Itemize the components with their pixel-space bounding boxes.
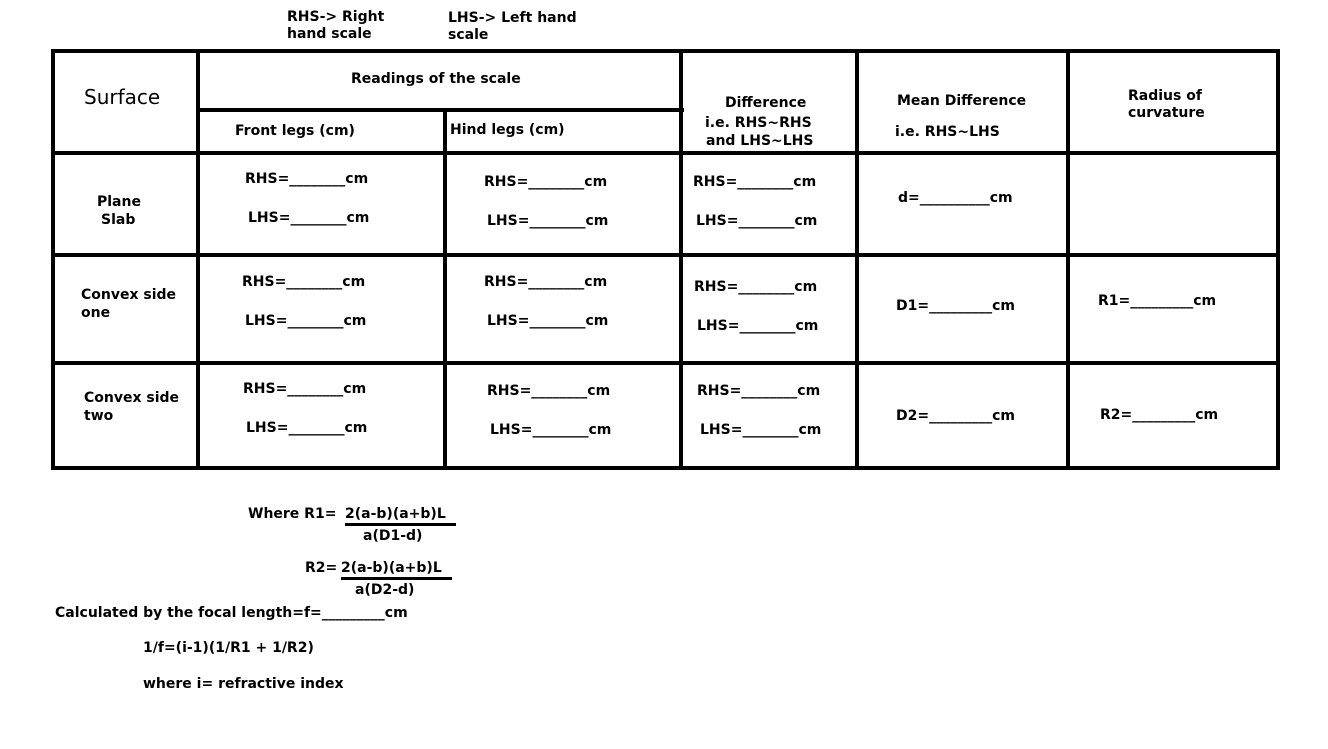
header-radius: Radius of: [1128, 88, 1202, 104]
focal-length-field: Calculated by the focal length=f=_________cm: [55, 605, 408, 621]
header-radius-cont: curvature: [1128, 105, 1205, 121]
row-label: Convex side: [84, 390, 180, 406]
header-difference-lhs: and LHS~LHS: [706, 133, 814, 149]
row-label: Plane: [97, 194, 141, 210]
table-border: [51, 466, 1280, 470]
r1-prefix: Where R1=: [248, 506, 337, 522]
table-border: [1276, 49, 1280, 470]
col-divider: [196, 49, 200, 470]
header-mean-difference: Mean Difference: [897, 93, 1027, 109]
mean-field: D2=_________cm: [896, 408, 1015, 424]
r2-prefix: R2=: [305, 560, 338, 576]
lens-formula: 1/f=(i-1)(1/R1 + 1/R2): [143, 640, 314, 656]
row-divider: [51, 361, 1280, 365]
hind-lhs-field: LHS=________cm: [487, 313, 609, 329]
radius-field: R1=_________cm: [1098, 293, 1217, 309]
diff-rhs-field: RHS=________cm: [694, 279, 818, 295]
hind-rhs-field: RHS=________cm: [484, 274, 608, 290]
diff-rhs-field: RHS=________cm: [693, 174, 817, 190]
col-divider: [1066, 49, 1070, 470]
mean-field: D1=_________cm: [896, 298, 1015, 314]
row-label: Slab: [101, 212, 136, 228]
header-readings: Readings of the scale: [351, 71, 521, 87]
col-divider: [679, 49, 683, 470]
front-rhs-field: RHS=________cm: [242, 274, 366, 290]
r2-denominator: a(D2-d): [355, 582, 415, 598]
header-front-legs: Front legs (cm): [235, 123, 355, 139]
hind-lhs-field: LHS=________cm: [490, 422, 612, 438]
row-label: two: [84, 408, 114, 424]
header-mean-difference-def: i.e. RHS~LHS: [895, 124, 1000, 140]
row-divider: [51, 151, 1280, 155]
row-divider: [51, 253, 1280, 257]
front-lhs-field: LHS=________cm: [248, 210, 370, 226]
note-rhs: RHS-> Right: [287, 9, 385, 25]
header-hind-legs: Hind legs (cm): [450, 122, 565, 138]
front-lhs-field: LHS=________cm: [246, 420, 368, 436]
mean-field: d=__________cm: [898, 190, 1013, 206]
note-lhs-cont: scale: [448, 27, 489, 43]
row-label: Convex side: [81, 287, 177, 303]
front-rhs-field: RHS=________cm: [243, 381, 367, 397]
header-subdivider: [196, 108, 684, 112]
row-label: one: [81, 305, 111, 321]
r1-numerator: 2(a-b)(a+b)L: [345, 506, 456, 526]
refractive-index-note: where i= refractive index: [143, 676, 344, 692]
diff-lhs-field: LHS=________cm: [700, 422, 822, 438]
hind-rhs-field: RHS=________cm: [484, 174, 608, 190]
diff-rhs-field: RHS=________cm: [697, 383, 821, 399]
hind-lhs-field: LHS=________cm: [487, 213, 609, 229]
r2-numerator: 2(a-b)(a+b)L: [341, 560, 452, 580]
note-lhs: LHS-> Left hand: [448, 10, 577, 26]
header-surface: Surface: [84, 85, 161, 109]
diff-lhs-field: LHS=________cm: [696, 213, 818, 229]
hind-rhs-field: RHS=________cm: [487, 383, 611, 399]
header-difference-rhs: i.e. RHS~RHS: [705, 115, 812, 131]
radius-field: R2=_________cm: [1100, 407, 1219, 423]
col-divider: [443, 110, 447, 470]
col-divider: [855, 49, 859, 470]
header-difference: Difference: [725, 95, 807, 111]
front-rhs-field: RHS=________cm: [245, 171, 369, 187]
diff-lhs-field: LHS=________cm: [697, 318, 819, 334]
note-rhs-cont: hand scale: [287, 26, 372, 42]
table-border: [51, 49, 55, 470]
table-border: [51, 49, 1280, 53]
front-lhs-field: LHS=________cm: [245, 313, 367, 329]
r1-denominator: a(D1-d): [363, 528, 423, 544]
